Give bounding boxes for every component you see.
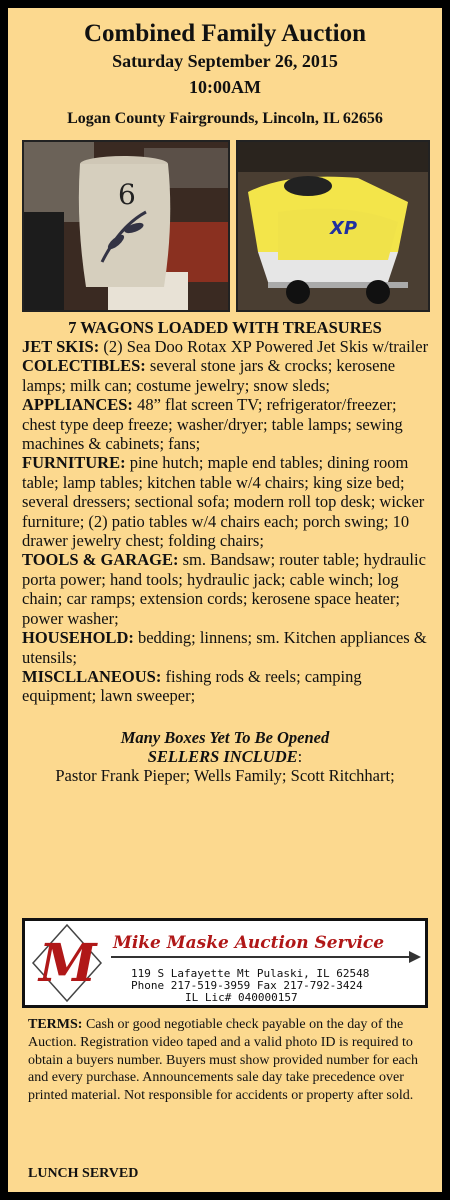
category-label: HOUSEHOLD:	[22, 628, 138, 648]
jet-ski-label: XP	[330, 218, 358, 239]
terms-text: Cash or good negotiable check payable on the day of the Auction. Registration video taped and a valid photo ID is required to obtain a buyers number. Buyers must show provided number for each and every purchase. Announcements sale day take precedence over printed material. Not responsible for accidents or property after sold.	[28, 1017, 418, 1104]
category-collectibles	[22, 356, 432, 395]
category-text: several stone jars & crocks; kerosene lamps; milk can; costume jewelry; snow sleds;	[22, 356, 396, 395]
jet-ski-icon	[238, 142, 428, 310]
category-text: pine hutch; maple end tables; dining room table; lamp tables; kitchen table w/4 chairs; king size bed; several dressers; sectional sofa; modern roll top desk; wicker furniture; (2) patio tables w/4 chairs each; porch swing; 10 drawer jewelry chest; folding chairs;	[22, 453, 425, 551]
crock-icon	[24, 142, 228, 310]
auction-time: 10:00AM	[189, 77, 261, 97]
sellers-heading	[8, 747, 442, 766]
category-text: bedding; linnens; sm. Kitchen appliances & utensils;	[22, 628, 427, 667]
category-text: sm. Bandsaw; router table; hydraulic porta power; hand tools; hydraulic jack; cable winch; log chain; car ramps; extension cords; kerosene space heater; power washer;	[22, 550, 426, 628]
auction-flyer	[8, 8, 442, 1192]
category-label: JET SKIS:	[22, 337, 104, 356]
category-tools-garage	[22, 550, 432, 628]
auctioneer-logo	[22, 918, 428, 1008]
auction-date: Saturday September 26, 2015	[112, 51, 338, 71]
category-furniture	[22, 453, 432, 550]
category-label: APPLIANCES:	[22, 395, 138, 415]
category-jet-skis	[22, 337, 432, 356]
auctioneer-phone: Phone 217-519-3959 Fax 217-792-3424	[131, 979, 363, 992]
auctioneer-license: IL Lic# 040000157	[185, 991, 298, 1004]
crock-number: 6	[118, 178, 136, 211]
category-label: TOOLS & GARAGE:	[22, 550, 183, 570]
category-miscellaneous	[22, 667, 432, 706]
crock-photo	[22, 140, 230, 312]
category-appliances	[22, 395, 432, 453]
category-label: MISCLLANEOUS:	[22, 666, 166, 686]
terms	[28, 1016, 428, 1105]
photo-row	[8, 140, 442, 312]
logo-letter: M	[39, 933, 97, 994]
category-label: COLECTIBLES:	[22, 356, 150, 376]
category-text: (2) Sea Doo Rotax XP Powered Jet Skis w/trailer	[103, 337, 429, 356]
sellers-colon: :	[297, 746, 303, 766]
auctioneer-address: 119 S Lafayette Mt Pulaski, IL 62548	[131, 967, 370, 980]
auctioneer-name: Mike Maske Auction Service	[113, 933, 385, 953]
lunch-served: LUNCH SERVED	[28, 1166, 139, 1181]
sellers-list: Pastor Frank Pieper; Wells Family; Scott Ritchhart;	[55, 765, 395, 785]
category-label: FURNITURE:	[22, 453, 130, 473]
boxes-note: Many Boxes Yet To Be Opened	[120, 727, 330, 747]
page-title: Combined Family Auction	[84, 20, 366, 47]
headline: 7 WAGONS LOADED WITH TREASURES	[68, 318, 382, 337]
terms-label: TERMS:	[28, 1017, 83, 1032]
sellers-label: SELLERS INCLUDE	[147, 746, 298, 766]
category-text: 48” flat screen TV; refrigerator/freezer; chest type deep freeze; washer/dryer; table lamps; sewing machines & cabinets; fans;	[22, 395, 403, 454]
category-list	[8, 337, 442, 706]
category-text: fishing rods & reels; camping equipment; lawn sweeper;	[22, 666, 362, 706]
jet-ski-photo	[236, 140, 430, 312]
category-household	[22, 628, 432, 667]
auction-location: Logan County Fairgrounds, Lincoln, IL 62656	[67, 110, 383, 127]
